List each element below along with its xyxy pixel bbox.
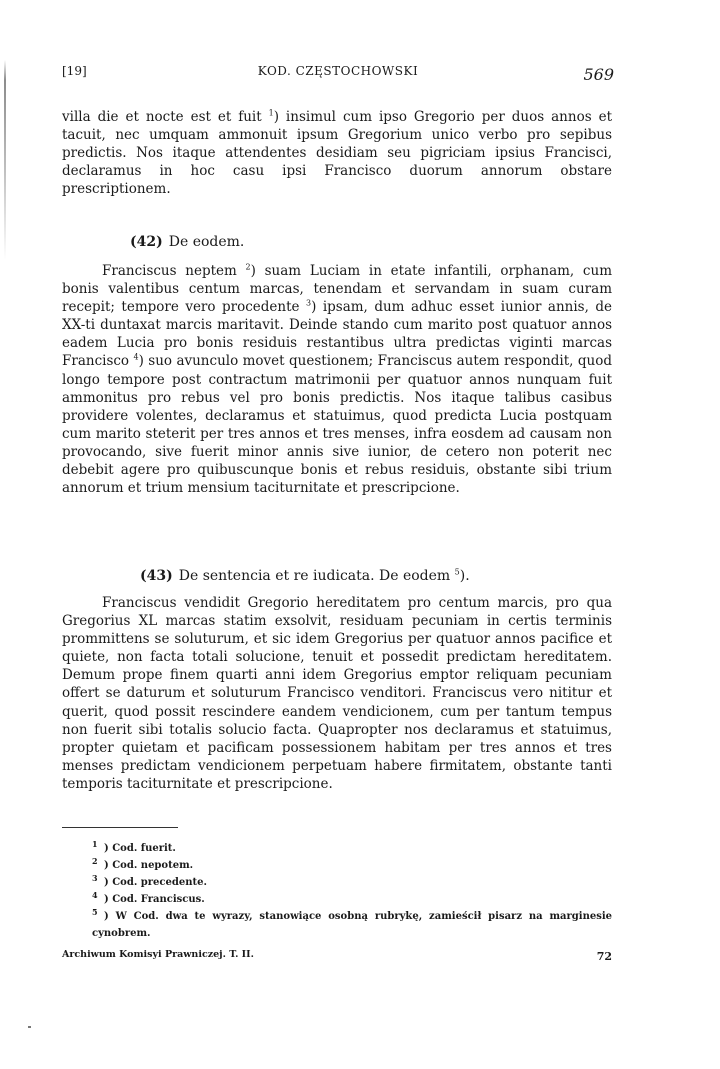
footnote-text: ) Cod. Franciscus. xyxy=(104,894,205,905)
footnotes xyxy=(62,840,612,942)
continuation-paragraph xyxy=(62,108,612,198)
paragraph-text: villa die et nocte est et fuit xyxy=(62,109,269,125)
footnote: 1 ) Cod. fuerit. xyxy=(92,838,176,854)
section-title-end: ). xyxy=(459,568,470,584)
footnote-ref: 1 xyxy=(268,108,274,118)
footnote-ref: 5 xyxy=(454,567,460,577)
running-head xyxy=(62,62,614,86)
paragraph-text: ) suo avunculo movet questionem; Franciscus autem respondit, quod longo tempore post contractum matrimonii per quatuor annos nunquam fuit ammonitus pro rebus vel pro bonis predictis. Nos itaque talibus casibus providere volentes, declaramus et statuimus, quod predicta Lucia postquam cum marito steterit per tres annos et tres menses, infra eosdem ad causam non provocando, sive fuerit minor annis sive iunior, de cetero non poterit nec debebit agere pro quibuscunque bonis et rebus residuis, obstante sibi trium annorum et trium mensium taciturnitate et prescripcione. xyxy=(62,353,612,497)
running-title: KOD. CZĘSTOCHOWSKI xyxy=(257,64,419,78)
footnote-ref: 4 xyxy=(133,352,139,362)
page-number: 569 xyxy=(583,65,614,84)
footnote-text: ) Cod. precedente. xyxy=(104,877,207,888)
printer-signature: Archiwum Komisyi Prawniczej. T. II. xyxy=(62,949,254,960)
footnote-text: ) Cod. nepotem. xyxy=(104,860,194,871)
footnote: 5 ) W Cod. dwa te wyrazy, stanowiące osobną rubrykę, zamieścił pisarz na marginesie cynobrem. xyxy=(92,906,612,939)
footnote: 2 ) Cod. nepotem. xyxy=(92,855,194,871)
gathering-number: 72 xyxy=(596,950,612,963)
section-title: De eodem. xyxy=(168,234,245,250)
paragraph-text: Franciscus vendidit Gregorio hereditatem pro centum marcis, pro qua Gregorius XL marcas statim exsolvit, residuam pecuniam in certis terminis prommittens se soluturum, et sic idem Gregorius per quatuor annos pacifice et quiete, non facta totali solucione, tenuit et possedit predictam hereditatem. Demum prope finem quarti anni idem Gregorius emptor reliquam pecuniam offert se daturum et soluturum Francisco venditori. Franciscus vero nititur et querit, quod possit rescindere eandem vendicionem, cum per tantum tempus non fuerit sibi totalis solucio facta. Quapropter nos declaramus et statuimus, propter quietam et pacificam possessionem habitam per tres annos et tres menses predictam vendicionem perpetuam habere firmitatem, obstante tanti temporis taciturnitate et prescripcione. xyxy=(62,595,612,792)
footnote: 3 ) Cod. precedente. xyxy=(92,872,207,888)
footnote-ref: 3 xyxy=(305,298,312,308)
scan-speck xyxy=(28,1026,31,1028)
paragraph-text: ) ipsam, dum adhuc esset iunior annis, de XX-ti duntaxat marcis maritavit. Deinde stando cum marito post quatuor annos eadem Lucia pro bonis residuis restantibus ultra predictas viginti marcas Francisco xyxy=(62,299,612,370)
scan-edge-shadow xyxy=(4,60,6,260)
section-number: (43) xyxy=(140,568,173,584)
section-number: (42) xyxy=(130,234,163,250)
section-42-paragraph xyxy=(62,262,612,497)
footnote-rule xyxy=(62,827,178,828)
paragraph-text: ) suam Luciam in etate infantili, orphanam, cum bonis valentibus centum marcas, tenendam et servandam in suam curam recepit; tempore vero procedente xyxy=(62,263,612,316)
section-heading-43 xyxy=(140,566,470,586)
folio-number: [19] xyxy=(62,64,87,78)
signature-line xyxy=(62,946,612,964)
footnote-ref: 2 xyxy=(245,262,251,272)
footnote: 4 ) Cod. Franciscus. xyxy=(92,889,205,905)
paragraph-text: ) insimul cum ipso Gregorio per duos annos et tacuit, nec umquam ammonuit ipsum Gregorium unico verbo pro sepibus predictis. Nos itaque attendentes desidiam seu pigriciam ipsius Francisci, declaramus in hoc casu ipsi Francisco duorum annorum obstare prescriptionem. xyxy=(62,109,612,198)
section-heading-42 xyxy=(130,232,244,252)
section-43-paragraph xyxy=(62,594,612,793)
footnote-text: ) W Cod. dwa te wyrazy, stanowiące osobną rubrykę, zamieścił pisarz na marginesie cynobrem. xyxy=(92,911,612,939)
paragraph-text: Franciscus neptem xyxy=(102,263,246,279)
footnote-text: ) Cod. fuerit. xyxy=(104,843,176,854)
section-title: De sentencia et re iudicata. De eodem xyxy=(178,568,455,584)
